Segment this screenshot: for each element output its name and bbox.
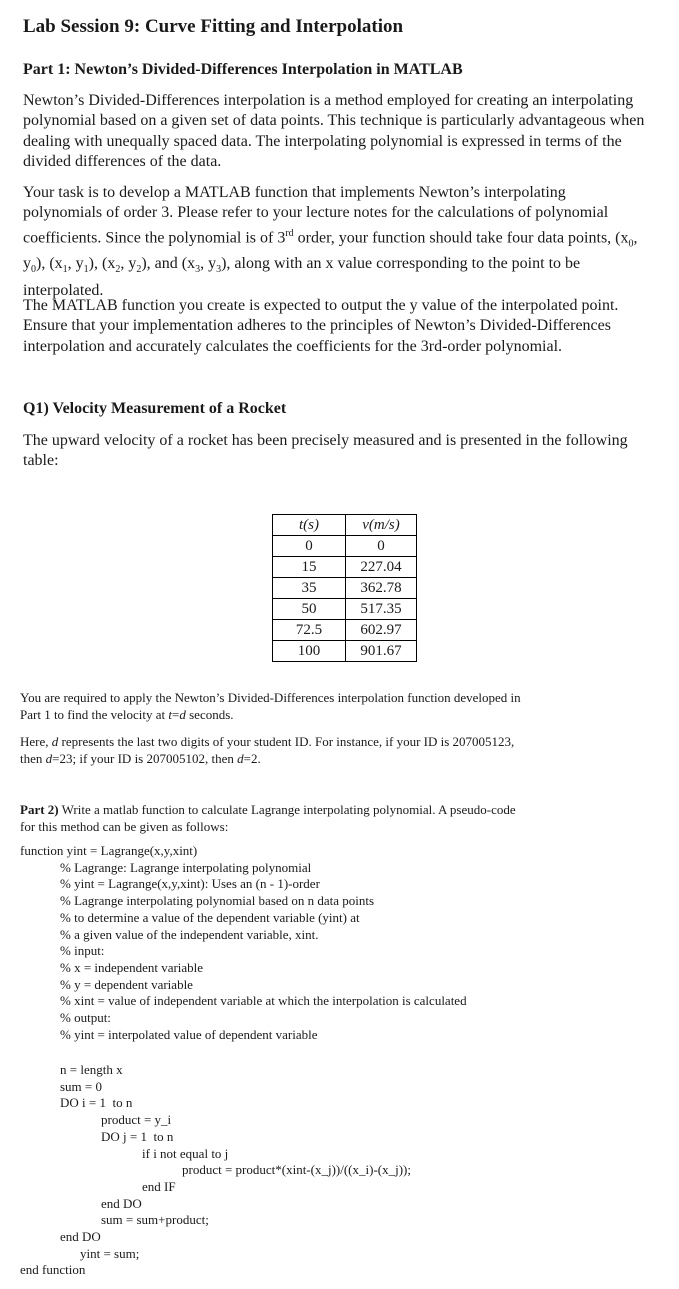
- table-cell: 72.5: [273, 620, 346, 641]
- code-line: DO j = 1 to n: [101, 1128, 174, 1144]
- code-line: % input:: [60, 943, 105, 959]
- code-line: % x = independent variable: [60, 959, 204, 975]
- table-cell: 227.04: [346, 557, 417, 578]
- text-span: =2.: [243, 751, 261, 766]
- text-line: The upward velocity of a rocket has been precisely measured and is presented in the following: [23, 432, 628, 449]
- text-line: [20, 706, 670, 723]
- code-line: % a given value of the independent variable, xint.: [60, 926, 319, 942]
- subscript: 3: [195, 264, 201, 276]
- code-line: DO i = 1 to n: [60, 1095, 133, 1111]
- text-line: interpolation and accurately calculates the coefficients for the 3rd-order polynomial.: [23, 337, 563, 355]
- table-cell: 15: [273, 557, 346, 578]
- code-line: sum = sum+product;: [101, 1212, 209, 1228]
- pseudo-code-block: [20, 843, 670, 1043]
- q1-heading: Q1) Velocity Measurement of a Rocket: [23, 400, 287, 417]
- code-line: % to determine a value of the dependent variable (yint) at: [60, 909, 360, 925]
- text-line: Newton’s Divided-Differences interpolation is a method employed for creating an interpolating: [23, 92, 634, 109]
- text-line: Ensure that your implementation adheres to the principles of Newton’s Divided-Differences: [23, 317, 611, 335]
- text-line: You are required to apply the Newton’s Divided-Differences interpolation function developed in: [20, 690, 521, 705]
- table-cell: 362.78: [346, 578, 417, 599]
- code-line: % Lagrange: Lagrange interpolating polynomial: [60, 859, 312, 875]
- velocity-table: [272, 514, 417, 662]
- table-cell: 901.67: [346, 641, 417, 662]
- table-cell: 0: [346, 536, 417, 557]
- code-line: % yint = interpolated value of dependent variable: [60, 1026, 318, 1042]
- code-line: product = product*(xint-(x_j))/((x_i)-(x_j));: [182, 1162, 411, 1178]
- code-line: yint = sum;: [80, 1245, 140, 1261]
- part1-paragraph-3: [23, 296, 673, 357]
- subscript: 0: [628, 238, 634, 250]
- code-line: end DO: [60, 1229, 101, 1245]
- text-span: represents the last two digits of your student ID. For instance, if your ID is 207005123,: [58, 734, 515, 749]
- text-span: ), (x: [88, 255, 116, 273]
- page-title: Lab Session 9: Curve Fitting and Interpolation: [23, 16, 404, 37]
- part1-paragraph-1: [23, 91, 673, 172]
- subscript: 2: [115, 264, 121, 276]
- text-span: , y: [120, 255, 137, 273]
- text-span: , y: [67, 255, 84, 273]
- code-line: sum = 0: [60, 1078, 103, 1094]
- pseudo-code-body: [20, 1062, 670, 1279]
- code-line: product = y_i: [101, 1112, 172, 1128]
- text-span: ), (x: [36, 255, 63, 273]
- variable-d: d: [179, 707, 186, 722]
- text-span: order, your function should take four data points, (x: [293, 228, 629, 246]
- text-line: dealing with unequally spaced data. The interpolating polynomial is expressed in terms of the: [23, 132, 622, 150]
- table-header-row: [273, 515, 417, 536]
- table-row: [273, 620, 417, 641]
- part1-heading: Part 1: Newton’s Divided-Differences Interpolation in MATLAB: [23, 61, 463, 78]
- table-row: [273, 641, 417, 662]
- text-line: [20, 733, 670, 750]
- text-span: Here,: [20, 734, 52, 749]
- text-span: seconds.: [185, 707, 234, 722]
- text-line: interpolated.: [23, 281, 104, 299]
- part2-heading: Part 2): [20, 802, 59, 817]
- superscript: rd: [285, 227, 294, 239]
- table-cell: 602.97: [346, 620, 417, 641]
- q1-intro: [23, 431, 673, 472]
- text-span: Write a matlab function to calculate Lagrange interpolating polynomial. A pseudo-code: [58, 802, 516, 817]
- text-line: table:: [23, 452, 59, 470]
- text-line: polynomials of order 3. Please refer to your lecture notes for the calculations of polynomial: [23, 204, 609, 222]
- text-line: [23, 254, 673, 280]
- text-span: , y: [200, 255, 217, 273]
- text-line: The MATLAB function you create is expected to output the y value of the interpolated point.: [23, 297, 619, 314]
- code-comments: [20, 860, 670, 1044]
- q1-requirement: [20, 689, 670, 723]
- table-row: [273, 536, 417, 557]
- table-cell: 100: [273, 641, 346, 662]
- variable-d: d: [45, 751, 53, 766]
- text-line: [20, 750, 670, 767]
- code-line: function yint = Lagrange(x,y,xint): [20, 843, 198, 858]
- code-line: % output:: [60, 1010, 111, 1026]
- code-line: % yint = Lagrange(x,y,xint): Uses an (n - 1)-order: [60, 876, 320, 892]
- column-header-time: t(s): [273, 515, 346, 536]
- text-line: divided differences of the data.: [23, 152, 222, 170]
- text-line: polynomial based on a given set of data points. This technique is particularly advantageous when: [23, 112, 645, 130]
- text-span: y: [23, 255, 31, 273]
- text-span: then: [20, 751, 46, 766]
- code-line: end DO: [101, 1195, 142, 1211]
- text-span: ,: [633, 228, 638, 246]
- subscript: 1: [62, 264, 68, 276]
- subscript: 0: [31, 264, 36, 276]
- variable-t: t: [168, 707, 173, 722]
- text-line: [20, 801, 670, 818]
- subscript: 2: [136, 264, 142, 276]
- subscript: 1: [83, 264, 89, 276]
- code-line: end IF: [142, 1178, 176, 1194]
- code-line: n = length x: [60, 1062, 123, 1077]
- text-span: ), and (x: [141, 255, 196, 273]
- code-line: end function: [20, 1262, 86, 1278]
- table-row: [273, 599, 417, 620]
- column-header-velocity: v(m/s): [346, 515, 417, 536]
- table-cell: 35: [273, 578, 346, 599]
- q1-id-note: [20, 733, 670, 767]
- text-span: coefficients. Since the polynomial is of 3: [23, 228, 286, 246]
- text-line: [23, 224, 673, 255]
- text-line: for this method can be given as follows:: [20, 819, 229, 834]
- table-cell: 517.35: [346, 599, 417, 620]
- table-row: [273, 578, 417, 599]
- variable-d: d: [237, 751, 244, 766]
- code-line: % xint = value of independent variable at which the interpolation is calculated: [60, 993, 467, 1009]
- code-line: % Lagrange interpolating polynomial based on n data points: [60, 893, 375, 909]
- table-cell: 50: [273, 599, 346, 620]
- table-cell: 0: [273, 536, 346, 557]
- variable-d: d: [51, 734, 59, 749]
- table-row: [273, 557, 417, 578]
- part2-intro: [20, 801, 670, 835]
- text-line: Your task is to develop a MATLAB function that implements Newton’s interpolating: [23, 184, 566, 201]
- part1-paragraph-2: [23, 183, 673, 301]
- code-line: if i not equal to j: [142, 1145, 229, 1161]
- code-line: % y = dependent variable: [60, 976, 193, 992]
- text-span: =: [172, 707, 180, 722]
- text-span: Part 1 to find the velocity at: [20, 707, 169, 722]
- subscript: 3: [216, 264, 222, 276]
- text-span: =23; if your ID is 207005102, then: [52, 751, 238, 766]
- text-span: ), along with an x value corresponding to the point to be: [221, 255, 581, 273]
